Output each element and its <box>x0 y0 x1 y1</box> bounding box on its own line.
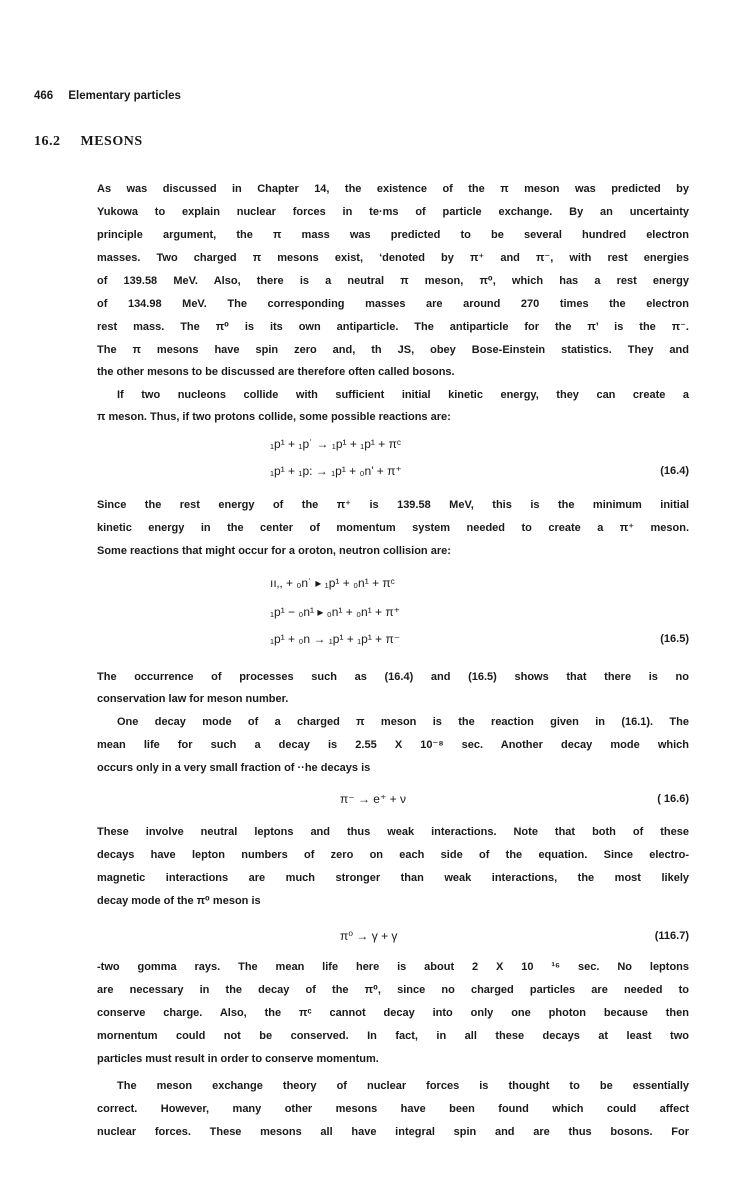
equation-number: (16.5) <box>660 633 689 645</box>
text-line: particles must result in order to conserve momentum. <box>97 1053 379 1065</box>
text-line: As was discussed in Chapter 14, the existence of the π meson was predicted by <box>97 183 689 195</box>
text-line: If two nucleons collide with sufficient initial kinetic energy, they can create a <box>117 389 689 401</box>
text-line: One decay mode of a charged π meson is the reaction given in (16.1). The <box>117 716 689 728</box>
text-line: The occurrence of processes such as (16.4) and (16.5) shows that there is no <box>97 671 689 683</box>
equation-number: ( 16.6) <box>657 793 689 805</box>
text-line: π meson. Thus, if two protons collide, some possible reactions are: <box>97 411 451 423</box>
equation-body: ₁p¹ + ₀n → ₁p¹ + ₁p¹ + π⁻ <box>270 632 401 646</box>
text-line: of 134.98 MeV. The corresponding masses are around 270 times the electron <box>97 298 689 310</box>
text-line: conservation law for meson number. <box>97 693 289 705</box>
running-title: Elementary particles <box>68 90 181 102</box>
equation-body: ₁p¹ + ₁p˙ → ₁p¹ + ₁p¹ + πᶜ <box>270 437 402 451</box>
text-line: mean life for such a decay is 2.55 X 10⁻⁸ sec. Another decay mode which <box>97 739 689 751</box>
text-line: rest mass. The π⁰ is its own antiparticle. The antiparticle for the π’ is the π⁻. <box>97 321 689 333</box>
text-line: masses. Two charged π mesons exist, ‘denoted by π⁺ and π⁻, with rest energies <box>97 252 689 264</box>
section-heading <box>34 134 143 150</box>
section-number: 16.2 <box>34 134 61 149</box>
text-line: mornentum could not be conserved. In fact, in all these decays at least two <box>97 1030 689 1042</box>
equation-body: π⁻ → e⁺ + ν <box>340 792 406 806</box>
text-line: Yukowa to explain nuclear forces in te·ms of particle exchange. By an uncertainty <box>97 206 689 218</box>
section-title: MESONS <box>80 134 143 149</box>
text-line: The π mesons have spin zero and, th JS, obey Bose-Einstein statistics. They and <box>97 344 689 356</box>
text-line: are necessary in the decay of the π⁰, since no charged particles are needed to <box>97 984 689 996</box>
equation-body: ₁p¹ − ₀n¹ ▸ ₀n¹ + ₀n¹ + π⁺ <box>270 605 401 619</box>
text-line: -two gomma rays. The mean life here is about 2 X 10 ¹⁶ sec. No leptons <box>97 961 689 973</box>
text-line: These involve neutral leptons and thus weak interactions. Note that both of these <box>97 826 689 838</box>
text-line: the other mesons to be discussed are therefore often called bosons. <box>97 366 455 378</box>
text-line: decay mode of the π⁰ meson is <box>97 895 261 907</box>
text-line: Some reactions that might occur for a oroton, neutron collision are: <box>97 545 451 557</box>
text-line: conserve charge. Also, the πᶜ cannot decay into only one photon because then <box>97 1007 689 1019</box>
text-line: decays have lepton numbers of zero on each side of the equation. Since electro- <box>97 849 689 861</box>
text-line: of 139.58 MeV. Also, there is a neutral π meson, π⁰, which has a rest energy <box>97 275 689 287</box>
text-line: occurs only in a very small fraction of ··he decays is <box>97 762 371 774</box>
text-line: principle argument, the π mass was predicted to be several hundred electron <box>97 229 689 241</box>
text-line: nuclear forces. These mesons all have integral spin and are thus bosons. For <box>97 1126 689 1138</box>
equation-number: (116.7) <box>654 930 689 942</box>
text-line: The meson exchange theory of nuclear forces is thought to be essentially <box>117 1080 689 1092</box>
page-header <box>34 90 181 102</box>
equation-body: π⁰ → γ + γ <box>340 929 398 943</box>
equation-number: (16.4) <box>660 465 689 477</box>
equation-body: ıı‚, + ₀n˙ ▸ ₁p¹ + ₀n¹ + πᶜ <box>270 576 395 590</box>
text-line: kinetic energy in the center of momentum system needed to create a π⁺ meson. <box>97 522 689 534</box>
page-number: 466 <box>34 90 54 102</box>
text-line: Since the rest energy of the π⁺ is 139.58 MeV, this is the minimum initial <box>97 499 689 511</box>
text-line: magnetic interactions are much stronger than weak interactions, the most likely <box>97 872 689 884</box>
equation-body: ₁p¹ + ₁p: → ₁p¹ + ₀n’ + π⁺ <box>270 464 402 478</box>
text-line: correct. However, many other mesons have been found which could affect <box>97 1103 689 1115</box>
